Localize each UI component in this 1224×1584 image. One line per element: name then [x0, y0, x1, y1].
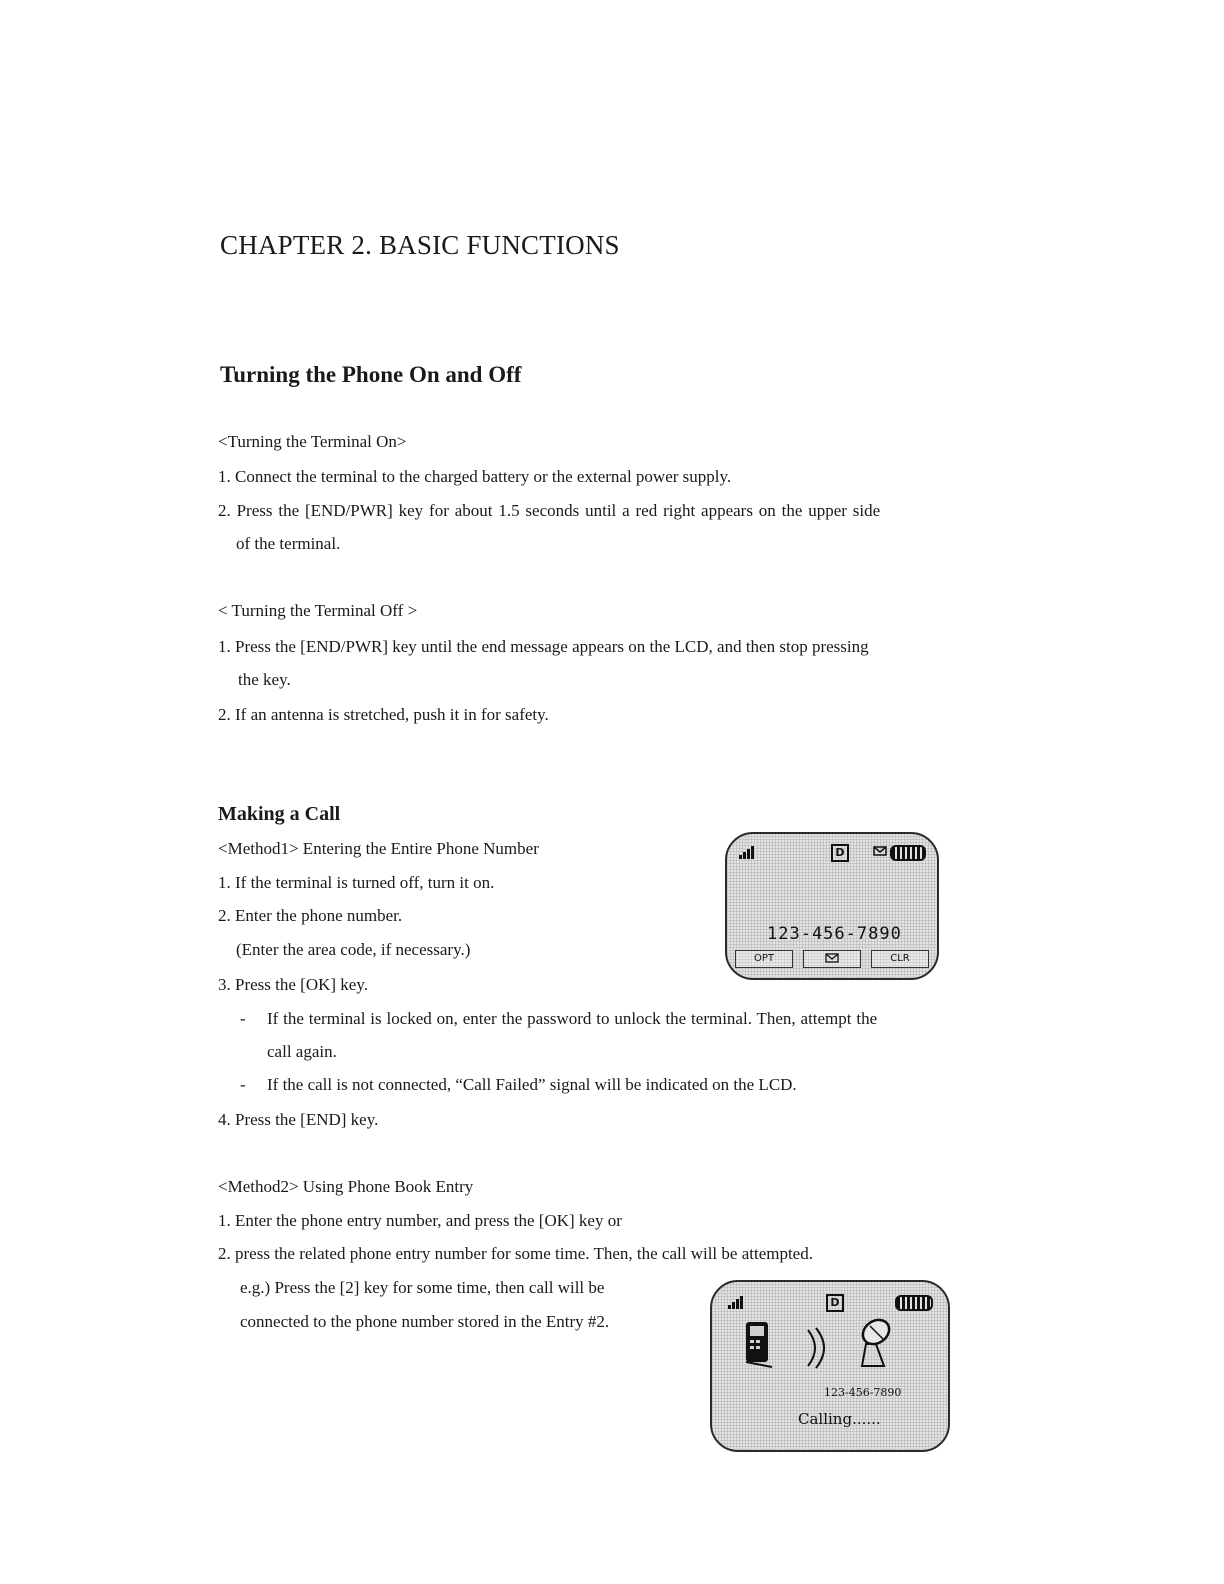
- turning-on-step-2-cont: of the terminal.: [236, 534, 341, 553]
- digital-mode-icon-2: D: [826, 1294, 844, 1312]
- method1-bullet-failed: If the call is not connected, “Call Failed” signal will be indicated on the LCD.: [267, 1075, 797, 1094]
- envelope-icon: [825, 953, 839, 963]
- method1-bullet-locked: If the terminal is locked on, enter the password to unlock the terminal. Then, attempt the: [267, 1009, 878, 1028]
- method1-bullet-locked-cont: call again.: [267, 1042, 337, 1061]
- turning-off-step-1-cont: the key.: [238, 670, 291, 689]
- turning-off-step-2: 2. If an antenna is stretched, push it in for safety.: [218, 705, 549, 724]
- lcd-dialing-screen: [725, 832, 939, 980]
- message-icon: [873, 844, 887, 858]
- signal-strength-icon-2: [728, 1296, 743, 1309]
- method2-example-cont: connected to the phone number stored in the Entry #2.: [240, 1312, 610, 1331]
- signal-strength-icon: [739, 846, 754, 859]
- method1-heading: <Method1> Entering the Entire Phone Number: [218, 839, 539, 858]
- lcd-phone-number: 123-456-7890: [767, 924, 902, 944]
- turning-off-step-1: 1. Press the [END/PWR] key until the end message appears on the LCD, and then stop pressing: [218, 637, 869, 656]
- method2-step-1: 1. Enter the phone entry number, and press the [OK] key or: [218, 1211, 622, 1230]
- method1-step-1: 1. If the terminal is turned off, turn it on.: [218, 873, 495, 892]
- softkey-clr: CLR: [871, 950, 929, 968]
- method1-step-2: 2. Enter the phone number.: [218, 906, 403, 925]
- section-title-making-call: Making a Call: [218, 803, 341, 825]
- turning-on-step-2: 2. Press the [END/PWR] key for about 1.5 seconds until a red right appears on the upper side: [218, 501, 881, 520]
- softkey-opt: OPT: [735, 950, 793, 968]
- bullet-dash-2: -: [240, 1075, 246, 1094]
- satellite-dish-icon: [854, 1314, 894, 1370]
- method1-step-2-note: (Enter the area code, if necessary.): [236, 940, 471, 959]
- method2-heading: <Method2> Using Phone Book Entry: [218, 1177, 474, 1196]
- method1-step-3: 3. Press the [OK] key.: [218, 975, 368, 994]
- section-title-power: Turning the Phone On and Off: [220, 362, 522, 387]
- handset-icon: [742, 1320, 774, 1368]
- softkey-center: [803, 950, 861, 968]
- battery-icon: [890, 845, 926, 861]
- signal-waves-icon: [804, 1326, 832, 1370]
- chapter-title: CHAPTER 2. BASIC FUNCTIONS: [220, 230, 620, 260]
- lcd-calling-screen: [710, 1280, 950, 1452]
- method1-step-4: 4. Press the [END] key.: [218, 1110, 379, 1129]
- method2-step-2: 2. press the related phone entry number for some time. Then, the call will be attempted.: [218, 1244, 813, 1263]
- battery-icon-2: [895, 1295, 933, 1311]
- method2-example: e.g.) Press the [2] key for some time, then call will be: [240, 1278, 605, 1297]
- digital-mode-icon: D: [831, 844, 849, 862]
- lcd-calling-number: 123-456-7890: [824, 1386, 902, 1399]
- turning-off-heading: < Turning the Terminal Off >: [218, 601, 418, 620]
- lcd-calling-status: Calling......: [798, 1410, 881, 1428]
- bullet-dash-1: -: [240, 1009, 246, 1028]
- turning-on-step-1: 1. Connect the terminal to the charged battery or the external power supply.: [218, 467, 732, 486]
- turning-on-heading: <Turning the Terminal On>: [218, 432, 407, 451]
